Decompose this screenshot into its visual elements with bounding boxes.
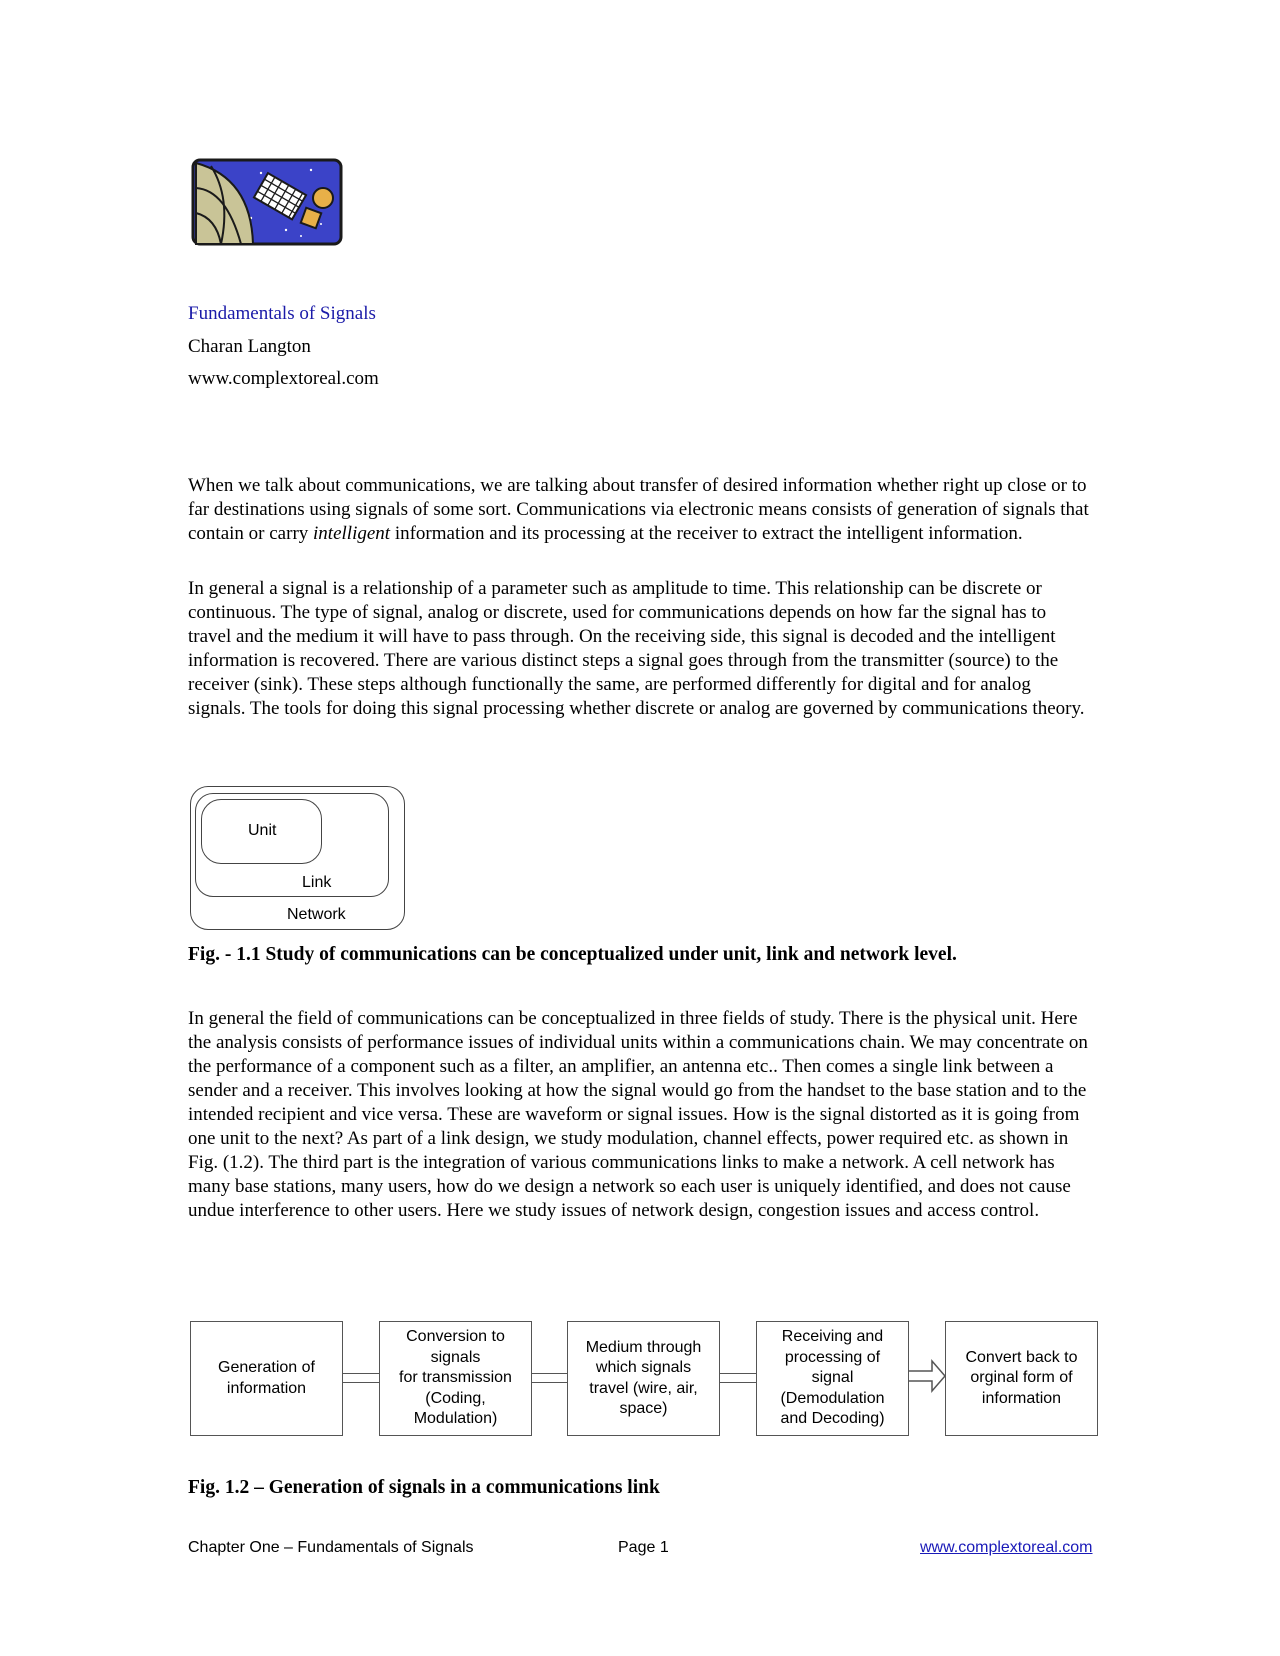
flow-box-text: Conversion to signals for transmission (Coding, Modulation) [399, 1328, 512, 1428]
figure-1-1-caption: Fig. - 1.1 Study of communications can be conceptualized under unit, link and network level. [188, 944, 957, 965]
unit-label: Unit [248, 822, 277, 839]
flow-box-text: Convert back to orginal form of information [965, 1348, 1078, 1407]
flow-box-generation [190, 1321, 343, 1436]
footer-page-number: Page 1 [618, 1539, 669, 1556]
intro-text-italic: intelligent [313, 523, 391, 544]
satellite-dish-icon [191, 158, 343, 246]
flow-box-convert-back [945, 1321, 1098, 1436]
connector-line [720, 1373, 756, 1383]
flow-box-medium [567, 1321, 720, 1436]
intro-text-start: When we talk about communications, we are talking about transfer of desired information whether right up close or to far destinations using signals of some sort. Communications via electronic means consists of generation of signals that contain or carry [188, 475, 1089, 544]
connector-line [343, 1373, 379, 1383]
network-label: Network [287, 906, 346, 923]
flow-box-receiving [756, 1321, 909, 1436]
arrow-right-icon [909, 1355, 946, 1397]
document-website: www.complextoreal.com [188, 368, 379, 389]
intro-text-end: information and its processing at the receiver to extract the intelligent information. [390, 523, 1023, 544]
flow-box-text: Receiving and processing of signal (Demodulation and Decoding) [780, 1328, 885, 1428]
signal-definition-paragraph: In general a signal is a relationship of a parameter such as amplitude to time. This relationship can be discrete or continuous. The type of signal, analog or discrete, used for communications depends on how far the signal has to travel and the medium it will have to pass through. On the receiving side, this signal is decoded and the intelligent information is recovered. There are various distinct steps a signal goes through from the transmitter (source) to the receiver (sink). These steps although functionally the same, are performed differently for digital and for analog signals. The tools for doing this signal processing whether discrete or analog are governed by communications theory. [188, 578, 1085, 719]
footer-website-link[interactable]: www.complextoreal.com [920, 1539, 1093, 1556]
flow-box-conversion [379, 1321, 532, 1436]
fields-of-study-paragraph: In general the field of communications can be conceptualized in three fields of study. There is the physical unit. Here the analysis consists of performance issues of individual units within a communications chain. We may concentrate on the performance of a component such as a filter, an amplifier, an antenna etc.. Then comes a single link between a sender and a receiver. This involves looking at how the signal would go from the handset to the base station and to the intended recipient and vice versa. These are waveform or signal issues. How is the signal distorted as it is going from one unit to the next? As part of a link design, we study modulation, channel effects, power required etc. as shown in Fig. (1.2). The third part is the integration of various communications links to make a network. A cell network has many base stations, many users, how do we design a network so each user is uniquely identified, and does not cause undue interference to other users. Here we study issues of network design, congestion issues and access control. [188, 1008, 1088, 1221]
flow-box-text: Medium through which signals travel (wire, air, space) [585, 1338, 702, 1417]
connector-line [532, 1373, 567, 1383]
figure-1-2-caption: Fig. 1.2 – Generation of signals in a communications link [188, 1477, 660, 1498]
intro-paragraph [188, 474, 1093, 546]
document-title: Fundamentals of Signals [188, 303, 376, 324]
flow-box-text: Generation of information [218, 1359, 315, 1397]
document-author: Charan Langton [188, 336, 311, 357]
link-label: Link [302, 874, 332, 891]
footer-chapter: Chapter One – Fundamentals of Signals [188, 1539, 474, 1556]
